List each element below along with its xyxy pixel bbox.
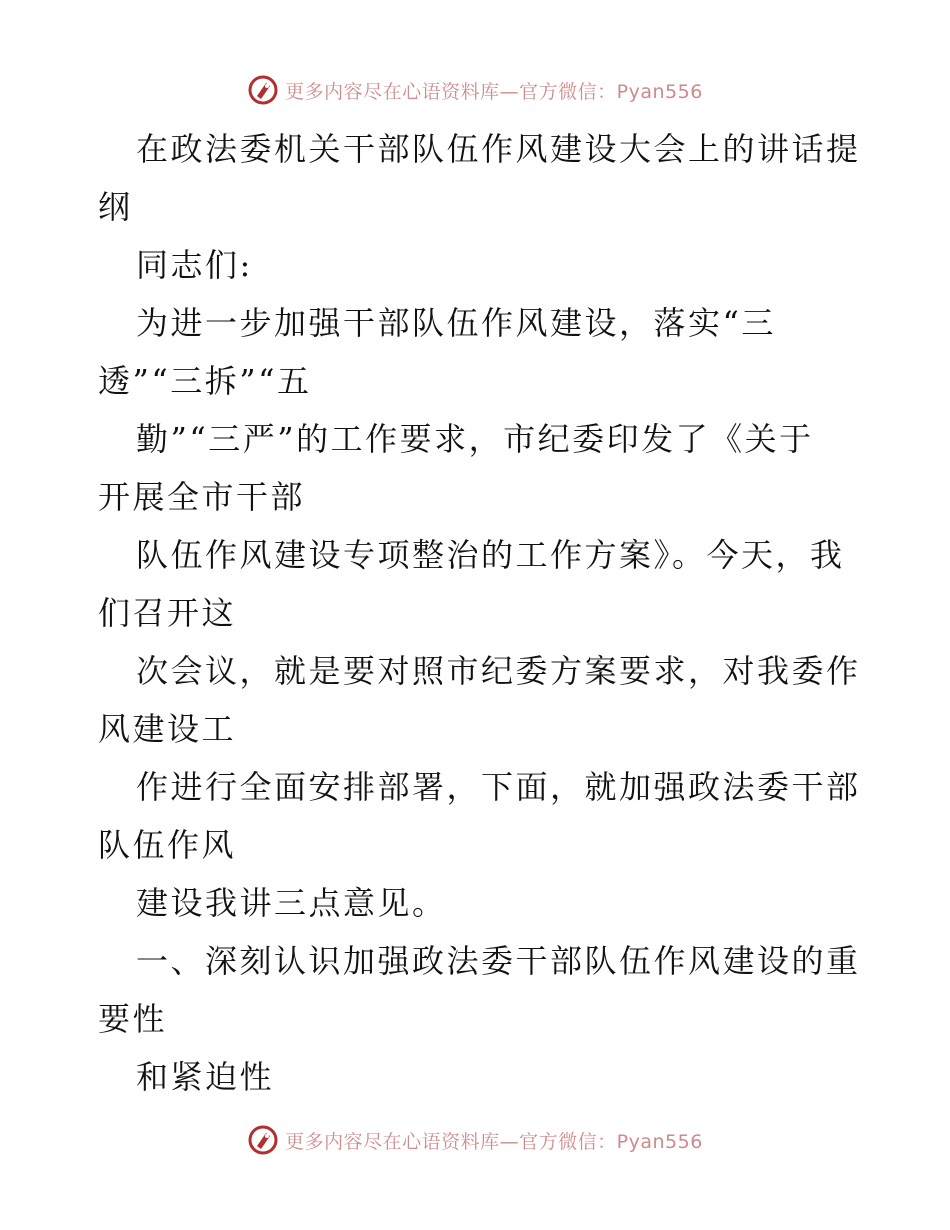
text-line: 建设我讲三点意见。 xyxy=(136,884,447,922)
footer-banner xyxy=(0,1120,950,1160)
text-line: 在政法委机关干部队伍作风建设大会上的讲话提 xyxy=(136,130,861,168)
document-body xyxy=(98,120,861,1106)
header-banner xyxy=(0,70,950,110)
text-line: 一、深刻认识加强政法委干部队伍作风建设的重 xyxy=(136,942,861,980)
text-line: 风建设工 xyxy=(98,710,237,748)
text-line: 和紧迫性 xyxy=(136,1058,275,1096)
text-line: 纲 xyxy=(98,188,133,226)
text-line: 队伍作风建设专项整治的工作方案》。今天，我 xyxy=(136,536,845,574)
text-line: 透”“三拆”“五 xyxy=(98,362,312,400)
text-line: 次会议，就是要对照市纪委方案要求，对我委作 xyxy=(136,652,861,690)
text-line: 队伍作风 xyxy=(98,826,237,864)
text-line: 要性 xyxy=(98,1000,168,1038)
text-line: 同志们: xyxy=(136,246,253,284)
text-line: 开展全市干部 xyxy=(98,478,306,516)
footer-banner-text: 更多内容尽在心语资料库—官方微信：Pyan556 xyxy=(285,1130,703,1153)
text-line: 作进行全面安排部署，下面，就加强政法委干部 xyxy=(136,768,861,806)
text-line: 勤”“三严”的工作要求，市纪委印发了《关于 xyxy=(136,420,814,458)
text-line: 们召开这 xyxy=(98,594,237,632)
header-banner-text: 更多内容尽在心语资料库—官方微信：Pyan556 xyxy=(285,80,703,103)
pen-nib-circle-icon xyxy=(247,74,279,106)
text-line: 为进一步加强干部队伍作风建设，落实“三 xyxy=(136,304,776,342)
pen-nib-circle-icon xyxy=(247,1124,279,1156)
